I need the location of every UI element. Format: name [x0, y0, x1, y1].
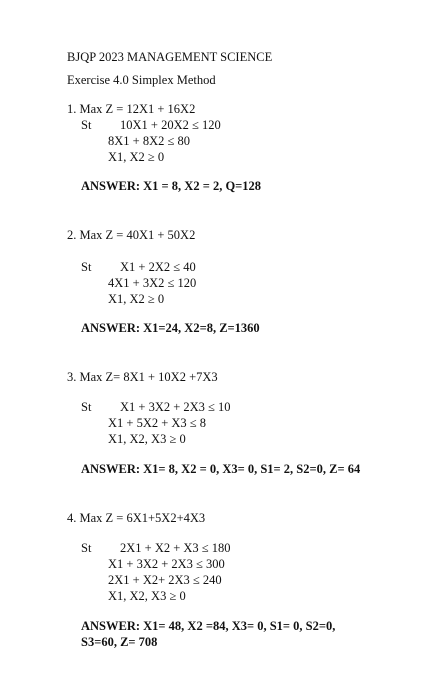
- problem-1-constraint-2: 8X1 + 8X2 ≤ 80: [108, 134, 190, 148]
- problem-4-constraint-3: 2X1 + X2+ 2X3 ≤ 240: [108, 573, 222, 587]
- problem-2-constraint-2: 4X1 + 3X2 ≤ 120: [108, 276, 197, 290]
- document-title: BJQP 2023 MANAGEMENT SCIENCE: [67, 50, 273, 64]
- problem-1-objective: 1. Max Z = 12X1 + 16X2: [67, 102, 196, 116]
- document-subtitle: Exercise 4.0 Simplex Method: [67, 73, 216, 87]
- problem-2-objective: 2. Max Z = 40X1 + 50X2: [67, 228, 196, 242]
- problem-2-answer: ANSWER: X1=24, X2=8, Z=1360: [81, 321, 260, 335]
- problem-4-st-label: St: [81, 541, 92, 555]
- problem-3-answer: ANSWER: X1= 8, X2 = 0, X3= 0, S1= 2, S2=0, Z= 64: [81, 462, 361, 476]
- problem-4-objective: 4. Max Z = 6X1+5X2+4X3: [67, 511, 206, 525]
- problem-4-constraint-4: X1, X2, X3 ≥ 0: [108, 589, 186, 603]
- problem-3-constraint-2: X1 + 5X2 + X3 ≤ 8: [108, 416, 207, 430]
- problem-2-constraint-3: X1, X2 ≥ 0: [108, 292, 165, 306]
- problem-4-answer-line-1: ANSWER: X1= 48, X2 =84, X3= 0, S1= 0, S2=0,: [81, 619, 336, 633]
- problem-1-answer: ANSWER: X1 = 8, X2 = 2, Q=128: [81, 179, 262, 193]
- problem-4-constraint-2: X1 + 3X2 + 2X3 ≤ 300: [108, 557, 225, 571]
- problem-1-st-label: St: [81, 118, 92, 132]
- problem-2-constraint-1: X1 + 2X2 ≤ 40: [120, 260, 196, 274]
- problem-1-constraint-1: 10X1 + 20X2 ≤ 120: [120, 118, 221, 132]
- problem-1-constraint-3: X1, X2 ≥ 0: [108, 150, 165, 164]
- problem-2-st-label: St: [81, 260, 92, 274]
- problem-3-constraint-1: X1 + 3X2 + 2X3 ≤ 10: [120, 400, 231, 414]
- problem-4-answer-line-2: S3=60, Z= 708: [81, 635, 158, 649]
- problem-3-st-label: St: [81, 400, 92, 414]
- problem-3-objective: 3. Max Z= 8X1 + 10X2 +7X3: [67, 370, 218, 384]
- problem-3-constraint-3: X1, X2, X3 ≥ 0: [108, 432, 186, 446]
- problem-4-constraint-1: 2X1 + X2 + X3 ≤ 180: [120, 541, 231, 555]
